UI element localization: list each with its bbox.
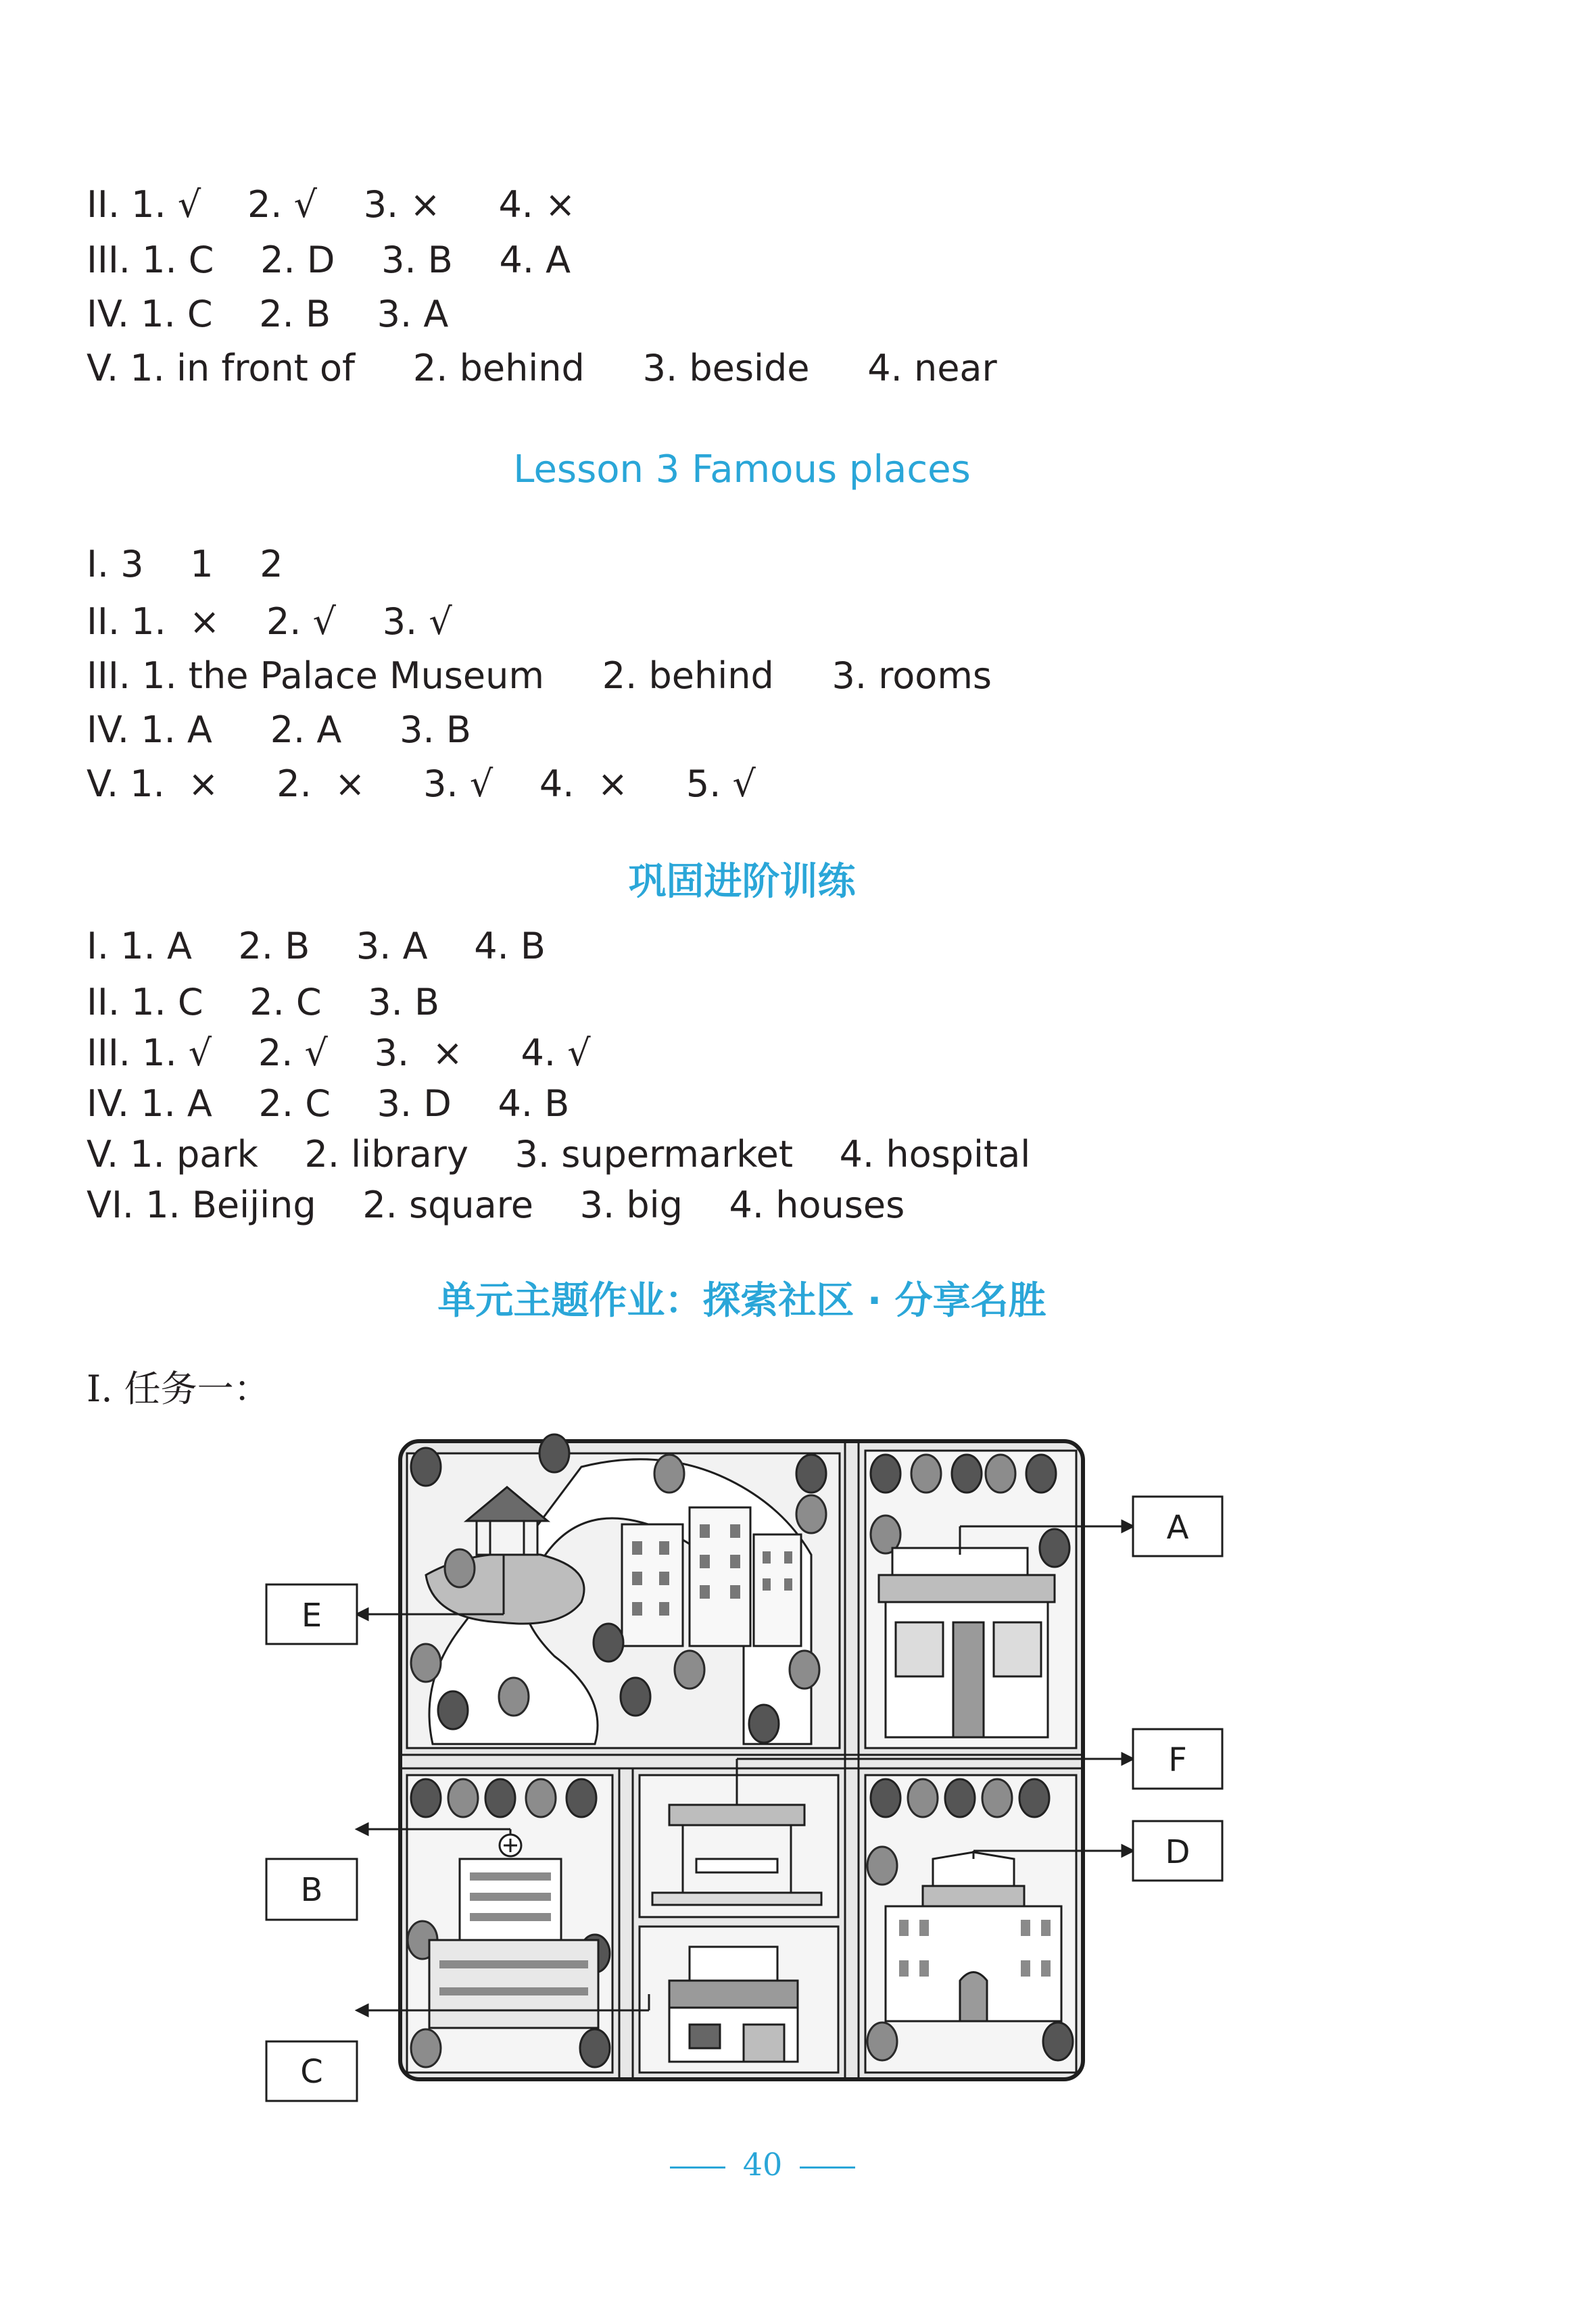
footer-rule-right xyxy=(800,2166,855,2169)
footer-rule-left xyxy=(670,2166,725,2169)
answer-line: II. 1. × 2. √ 3. √ xyxy=(87,600,452,643)
supermarket-icon xyxy=(879,1548,1055,1737)
answer-line: VI. 1. Beijing 2. square 3. big 4. houses xyxy=(87,1184,905,1226)
label-c: C xyxy=(300,2053,323,2091)
cinema-block xyxy=(640,1927,838,2073)
supermarket-block xyxy=(865,1451,1076,1748)
library-block xyxy=(865,1775,1076,2073)
label-e: E xyxy=(301,1597,322,1635)
answer-line: IV. 1. C 2. B 3. A xyxy=(87,293,449,335)
page-footer xyxy=(0,2146,1525,2183)
label-f: F xyxy=(1168,1741,1187,1779)
page-number: 40 xyxy=(742,2146,783,2183)
answer-line: V. 1. × 2. × 3. √ 4. × 5. √ xyxy=(87,762,756,805)
answer-line: III. 1. C 2. D 3. B 4. A xyxy=(87,239,571,281)
training-title: 巩固进阶训练 xyxy=(628,860,856,904)
label-d: D xyxy=(1165,1833,1190,1871)
answer-line: V. 1. park 2. library 3. supermarket 4. hospital xyxy=(87,1133,1031,1176)
park-block xyxy=(407,1434,840,1748)
answer-line: III. 1. √ 2. √ 3. × 4. √ xyxy=(87,1032,591,1074)
task-label: I. 任务一： xyxy=(87,1367,270,1410)
community-map xyxy=(257,1426,1244,2102)
cinema-icon xyxy=(669,1947,798,2062)
hospital-block xyxy=(407,1775,612,2073)
answer-line: IV. 1. A 2. A 3. B xyxy=(87,708,471,751)
unit-task-title: 单元主题作业：探索社区 · 分享名胜 xyxy=(437,1279,1046,1323)
answer-line: IV. 1. A 2. C 3. D 4. B xyxy=(87,1082,570,1125)
answer-line: II. 1. C 2. C 3. B xyxy=(87,981,440,1023)
lesson3-title: Lesson 3 Famous places xyxy=(513,447,971,491)
answer-line: II. 1. √ 2. √ 3. × 4. × xyxy=(87,183,576,226)
label-a: A xyxy=(1166,1509,1189,1547)
answer-line: I. 1. A 2. B 3. A 4. B xyxy=(87,925,546,967)
bus-stop-block xyxy=(640,1775,838,1917)
label-b: B xyxy=(300,1871,323,1909)
answer-line: I. 3 1 2 xyxy=(87,543,283,585)
answer-line: V. 1. in front of 2. behind 3. beside 4. near xyxy=(87,347,997,389)
answer-line: III. 1. the Palace Museum 2. behind 3. rooms xyxy=(87,654,992,697)
